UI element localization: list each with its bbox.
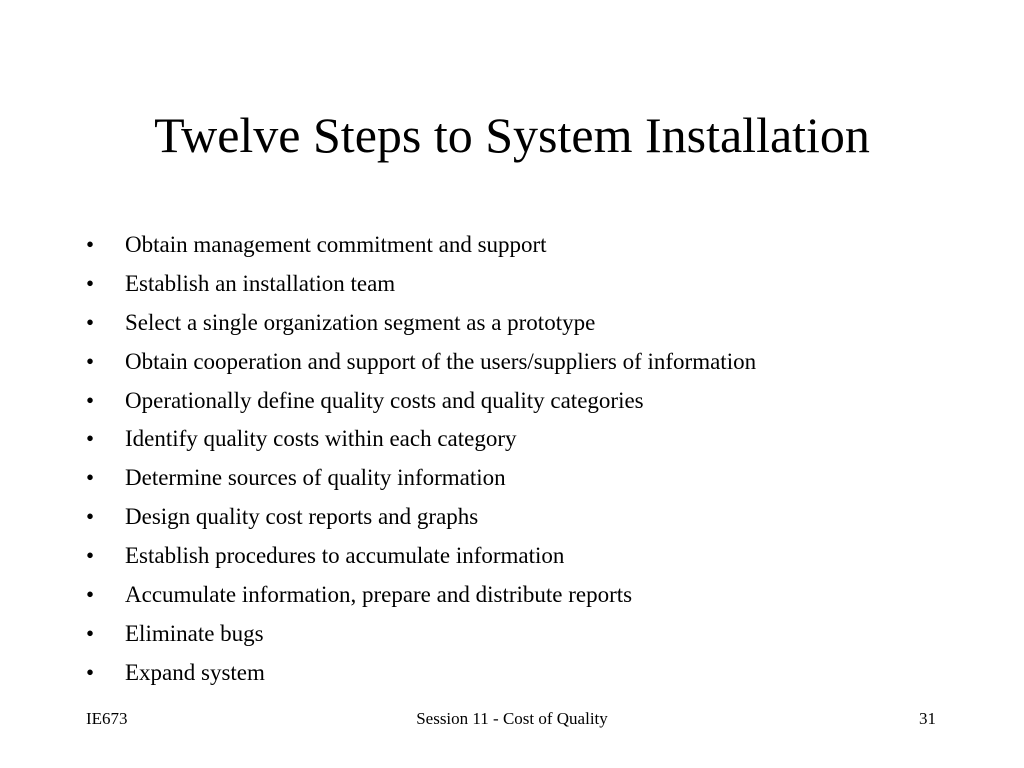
bullet-text: Determine sources of quality information — [125, 465, 506, 491]
bullet-icon: • — [86, 504, 95, 530]
bullet-icon: • — [86, 426, 95, 452]
footer-session-title: Session 11 - Cost of Quality — [416, 709, 608, 728]
bullet-text: Expand system — [125, 659, 265, 685]
bullet-item — [86, 459, 986, 498]
bullet-text: Operationally define quality costs and quality categories — [125, 387, 644, 413]
bullet-text: Design quality cost reports and graphs — [125, 504, 479, 530]
bullet-icon: • — [86, 543, 95, 569]
bullet-item — [86, 343, 986, 382]
slide-title: Twelve Steps to System Installation — [154, 107, 870, 163]
bullet-text: Obtain management commitment and support — [125, 232, 547, 257]
bullet-icon: • — [86, 387, 95, 413]
bullet-list — [86, 226, 986, 693]
bullet-item — [86, 654, 986, 693]
bullet-item — [86, 226, 986, 265]
bullet-item — [86, 576, 986, 615]
bullet-icon: • — [86, 232, 95, 257]
footer-course-code: IE673 — [86, 709, 128, 728]
bullet-text: Establish procedures to accumulate information — [125, 543, 565, 569]
bullet-text: Accumulate information, prepare and distribute reports — [125, 582, 633, 608]
bullet-item — [86, 498, 986, 537]
footer-slide-number: 31 — [919, 709, 936, 728]
bullet-item — [86, 265, 986, 304]
bullet-icon: • — [86, 620, 95, 646]
bullet-icon: • — [86, 309, 95, 335]
bullet-icon: • — [86, 465, 95, 491]
bullet-icon: • — [86, 348, 95, 374]
bullet-text: Establish an installation team — [125, 270, 396, 296]
bullet-item — [86, 382, 986, 421]
bullet-text: Eliminate bugs — [125, 620, 264, 646]
bullet-icon: • — [86, 582, 95, 608]
bullet-text: Select a single organization segment as a prototype — [125, 309, 596, 335]
bullet-icon: • — [86, 659, 95, 685]
bullet-item — [86, 615, 986, 654]
bullet-item — [86, 537, 986, 576]
bullet-text: Obtain cooperation and support of the users/suppliers of information — [125, 348, 757, 374]
bullet-item — [86, 304, 986, 343]
bullet-item — [86, 420, 986, 459]
bullet-text: Identify quality costs within each category — [125, 426, 517, 452]
bullet-icon: • — [86, 270, 95, 296]
